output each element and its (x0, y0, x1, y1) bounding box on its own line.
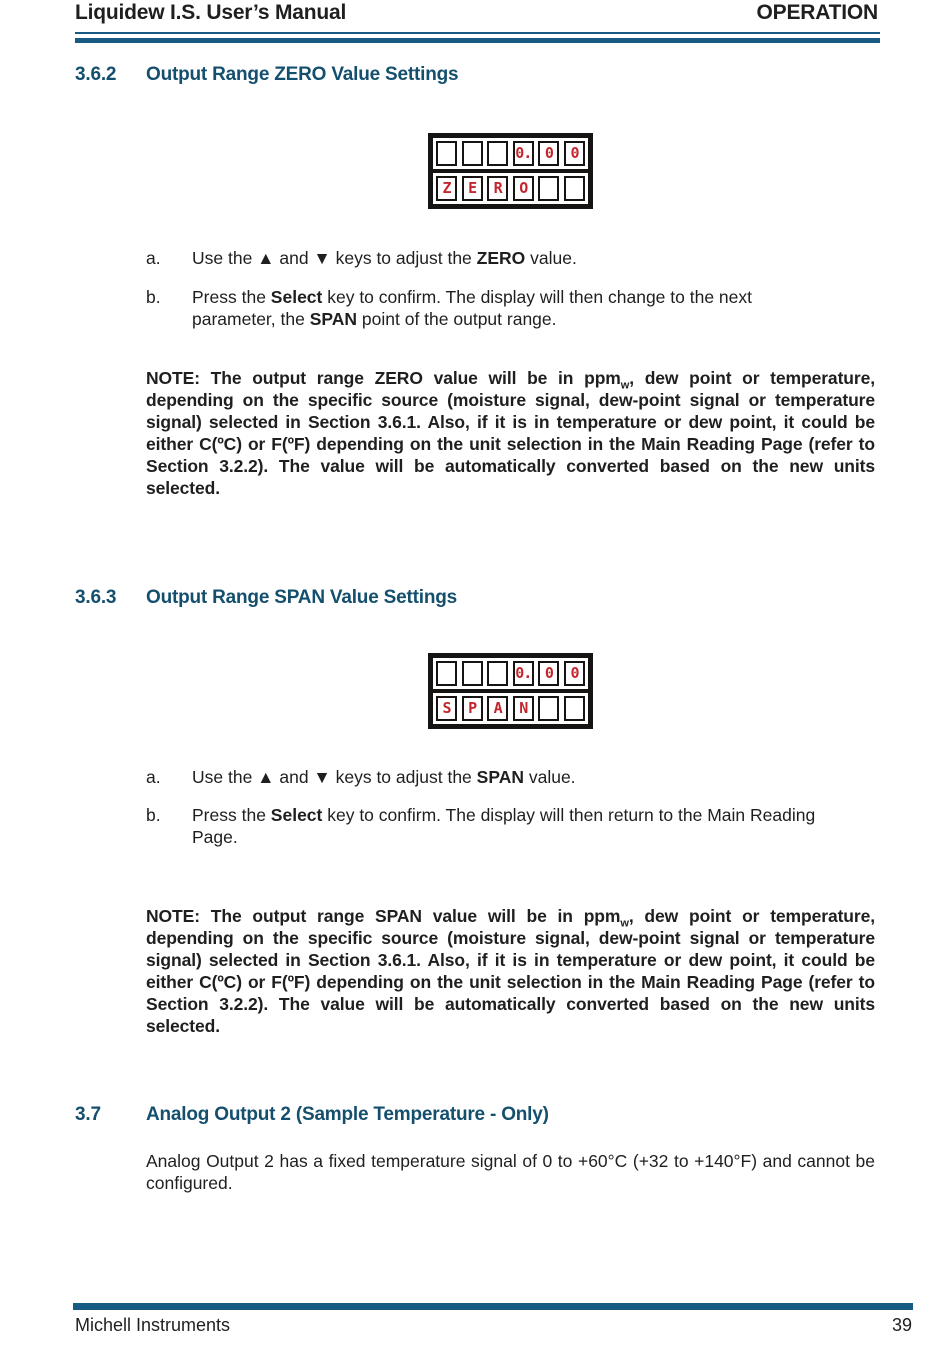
section-3-7-body: Analog Output 2 has a fixed temperature signal of 0 to +60°C (+32 to +140°F) and cannot be configured. (146, 1151, 875, 1193)
section-number: 3.7 (75, 1104, 101, 1125)
lcd-display-span (428, 653, 593, 729)
lcd-cell: 0 (538, 141, 559, 166)
list-item-span-a (146, 766, 840, 788)
lcd-cell: E (462, 176, 483, 201)
lcd-cell: S (436, 696, 457, 721)
lcd-cell (462, 661, 483, 686)
lcd-cell (487, 141, 508, 166)
lcd-cell: O (513, 176, 534, 201)
footer-page-number: 39 (891, 1315, 912, 1335)
lcd-cell (436, 141, 457, 166)
list-item-text: Press the Select key to confirm. The display will then return to the Main Reading Page. (192, 805, 816, 847)
lcd-cell: N (513, 696, 534, 721)
lcd-cell (564, 696, 585, 721)
section-heading-3-6-2 (75, 64, 458, 86)
note-span: NOTE: The output range SPAN value will be in ppm$_w$, dew point or temperature, depending on the specific source (moisture signal, dew-point signal or temperature signal) selected in Section 3.6.1. Also, if it is in temperature or dew point, it could be either C(ºC) or F(ºF) depending on the unit selection in the Main Reading Page (refer to Section 3.2.2). The value will be automatically converted based on the new units selected. (146, 906, 875, 1036)
lcd-cell (462, 141, 483, 166)
subscript-w: w (620, 917, 629, 930)
list-item-label: a. (146, 248, 161, 268)
footer-rule (73, 1303, 913, 1310)
list-item-text: Use the ▲ and ▼ keys to adjust the ZERO value. (192, 248, 577, 268)
lcd-cell: P (462, 696, 483, 721)
note-zero: NOTE: The output range ZERO value will be in ppm$_w$, dew point or temperature, depending on the specific source (moisture signal, dew-point signal or temperature signal) selected in Section 3.6.1. Also, if it is in temperature or dew point, it could be either C(ºC) or F(ºF) depending on the unit selection in the Main Reading Page (refer to Section 3.2.2). The value will be automatically converted based on the new units selected. (146, 368, 875, 498)
subscript-w: w (620, 379, 630, 392)
header-section-label: OPERATION (756, 1, 878, 24)
lcd-cell (538, 696, 559, 721)
section-heading-3-6-3 (75, 587, 457, 609)
lcd-row-top (436, 661, 585, 686)
lcd-cell: R (487, 176, 508, 201)
lcd-cell: Z (436, 176, 457, 201)
section-title: Analog Output 2 (Sample Temperature - Only) (146, 1104, 549, 1125)
lcd-cell (436, 661, 457, 686)
header-rule-thin (75, 32, 880, 34)
footer-company: Michell Instruments (75, 1315, 231, 1335)
lcd-cell: 0. (513, 141, 534, 166)
section-title: Output Range ZERO Value Settings (146, 64, 459, 85)
lcd-row-bottom (436, 176, 585, 201)
section-number: 3.6.2 (75, 64, 117, 85)
lcd-cell: 0. (513, 661, 534, 686)
list-item-text: Use the ▲ and ▼ keys to adjust the SPAN value. (192, 767, 576, 787)
list-item-label: a. (146, 767, 161, 787)
lcd-row-divider (433, 169, 588, 173)
section-heading-3-7 (75, 1104, 549, 1126)
section-title: Output Range SPAN Value Settings (146, 587, 458, 608)
lcd-display-zero (428, 133, 593, 209)
lcd-cell (487, 661, 508, 686)
list-item-zero-b (146, 286, 840, 330)
list-item-label: b. (146, 287, 161, 307)
header-rule-thick (75, 38, 880, 43)
lcd-cell: 0 (538, 661, 559, 686)
manual-title: Liquidew I.S. User’s Manual (75, 1, 347, 24)
lcd-cell: 0 (564, 141, 585, 166)
section-number: 3.6.3 (75, 587, 117, 608)
lcd-cell (538, 176, 559, 201)
list-item-zero-a (146, 247, 840, 269)
lcd-row-bottom (436, 696, 585, 721)
lcd-row-divider (433, 689, 588, 693)
list-item-text: Press the Select key to confirm. The display will then change to the next parameter, the SPAN point of the output range. (192, 287, 752, 329)
lcd-row-top (436, 141, 585, 166)
list-item-label: b. (146, 805, 161, 825)
lcd-cell: A (487, 696, 508, 721)
lcd-cell: 0 (564, 661, 585, 686)
list-item-span-b (146, 804, 840, 848)
lcd-cell (564, 176, 585, 201)
